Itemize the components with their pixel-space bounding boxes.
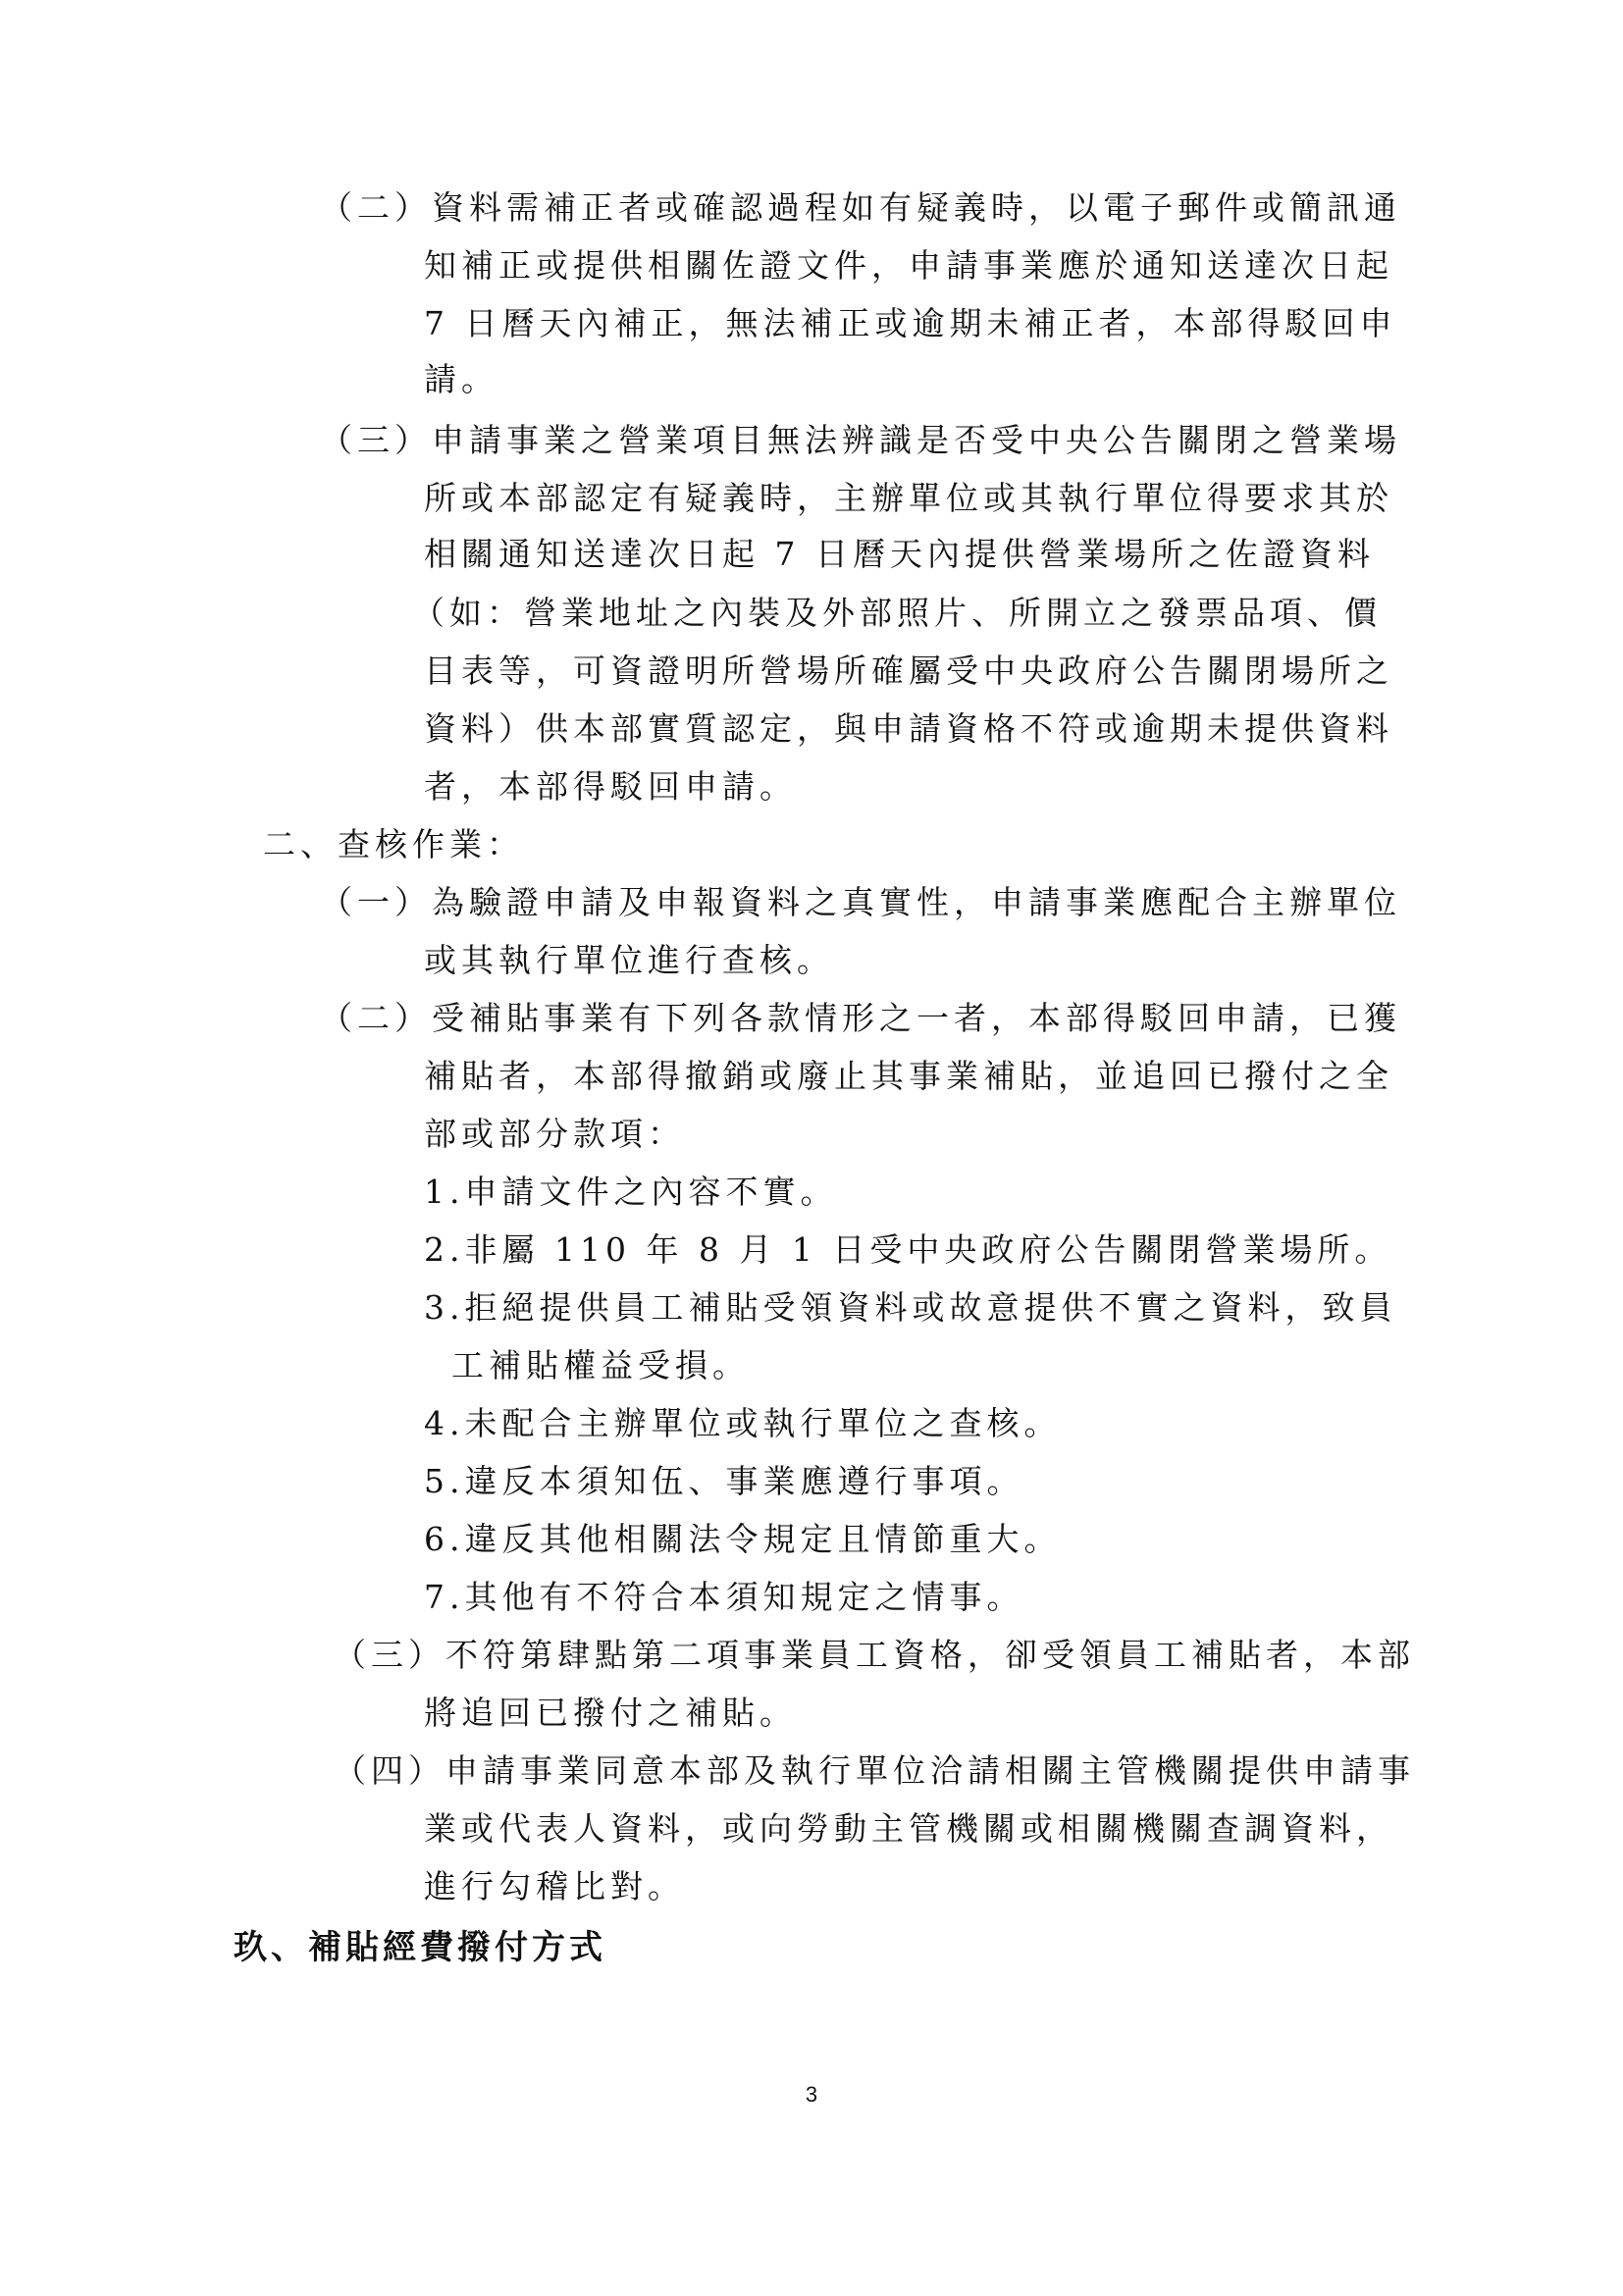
text-line: 知補正或提供相關佐證文件，申請事業應於通知送達次日起 [424, 246, 1393, 285]
text-line: 部或部分款項： [424, 1115, 685, 1153]
list-item: 4.未配合主辦單位或執行單位之查核。 [424, 1404, 1062, 1442]
page-number: 3 [805, 2082, 818, 2107]
text-line: 進行勾稽比對。 [424, 1867, 685, 1905]
text-line: 所或本部認定有疑義時，主辦單位或其執行單位得要求其於 [424, 479, 1393, 517]
text-line: 相關通知送達次日起 7 日曆天內提供營業場所之佐證資料 [424, 535, 1375, 573]
list-item-continuation: 工補貼權益受損。 [451, 1346, 750, 1384]
text-line: （二）資料需補正者或確認過程如有疑義時，以電子郵件或簡訊通 [320, 188, 1401, 227]
text-line: （如：營業地址之內裝及外部照片、所開立之發票品項、價 [412, 594, 1382, 632]
text-line: 資料）供本部實質認定，與申請資格不符或逾期未提供資料 [424, 709, 1393, 748]
list-item: 2.非屬 110 年 8 月 1 日受中央政府公告關閉營業場所。 [424, 1230, 1392, 1269]
text-line: 者，本部得駁回申請。 [424, 767, 797, 806]
list-item: 1.申請文件之內容不實。 [424, 1173, 838, 1211]
list-item: 3.拒絕提供員工補貼受領資料或故意提供不實之資料，致員 [424, 1288, 1397, 1327]
text-line: （三）申請事業之營業項目無法辨識是否受中央公告關閉之營業場 [320, 421, 1401, 459]
list-item: 6.違反其他相關法令規定且情節重大。 [424, 1520, 1062, 1558]
text-line: （四）申請事業同意本部及執行單位洽請相關主管機關提供申請事 [334, 1751, 1415, 1790]
text-line: 7 日曆天內補正，無法補正或逾期未補正者，本部得駁回申 [424, 304, 1397, 342]
text-line: 請。 [424, 360, 498, 398]
text-line: （一）為驗證申請及申報資料之真實性，申請事業應配合主辦單位 [320, 883, 1401, 921]
text-line: 業或代表人資料，或向勞動主管機關或相關機關查調資料， [424, 1809, 1393, 1848]
list-item: 5.違反本須知伍、事業應遵行事項。 [424, 1462, 1024, 1500]
subsection-heading: 二、查核作業： [263, 825, 524, 863]
list-item: 7.其他有不符合本須知規定之情事。 [424, 1578, 1024, 1616]
text-line: 將追回已撥付之補貼。 [424, 1694, 797, 1732]
text-line: 目表等，可資證明所營場所確屬受中央政府公告關閉場所之 [424, 652, 1393, 690]
text-line: 或其執行單位進行查核。 [424, 941, 834, 979]
text-line: （三）不符第肆點第二項事業員工資格，卻受領員工補貼者，本部 [334, 1636, 1415, 1674]
text-line: 補貼者，本部得撤銷或廢止其事業補貼，並追回已撥付之全 [424, 1057, 1393, 1095]
section-heading: 玖、補貼經費撥付方式 [234, 1928, 606, 1967]
text-line: （二）受補貼事業有下列各款情形之一者，本部得駁回申請，已獲 [320, 999, 1401, 1037]
